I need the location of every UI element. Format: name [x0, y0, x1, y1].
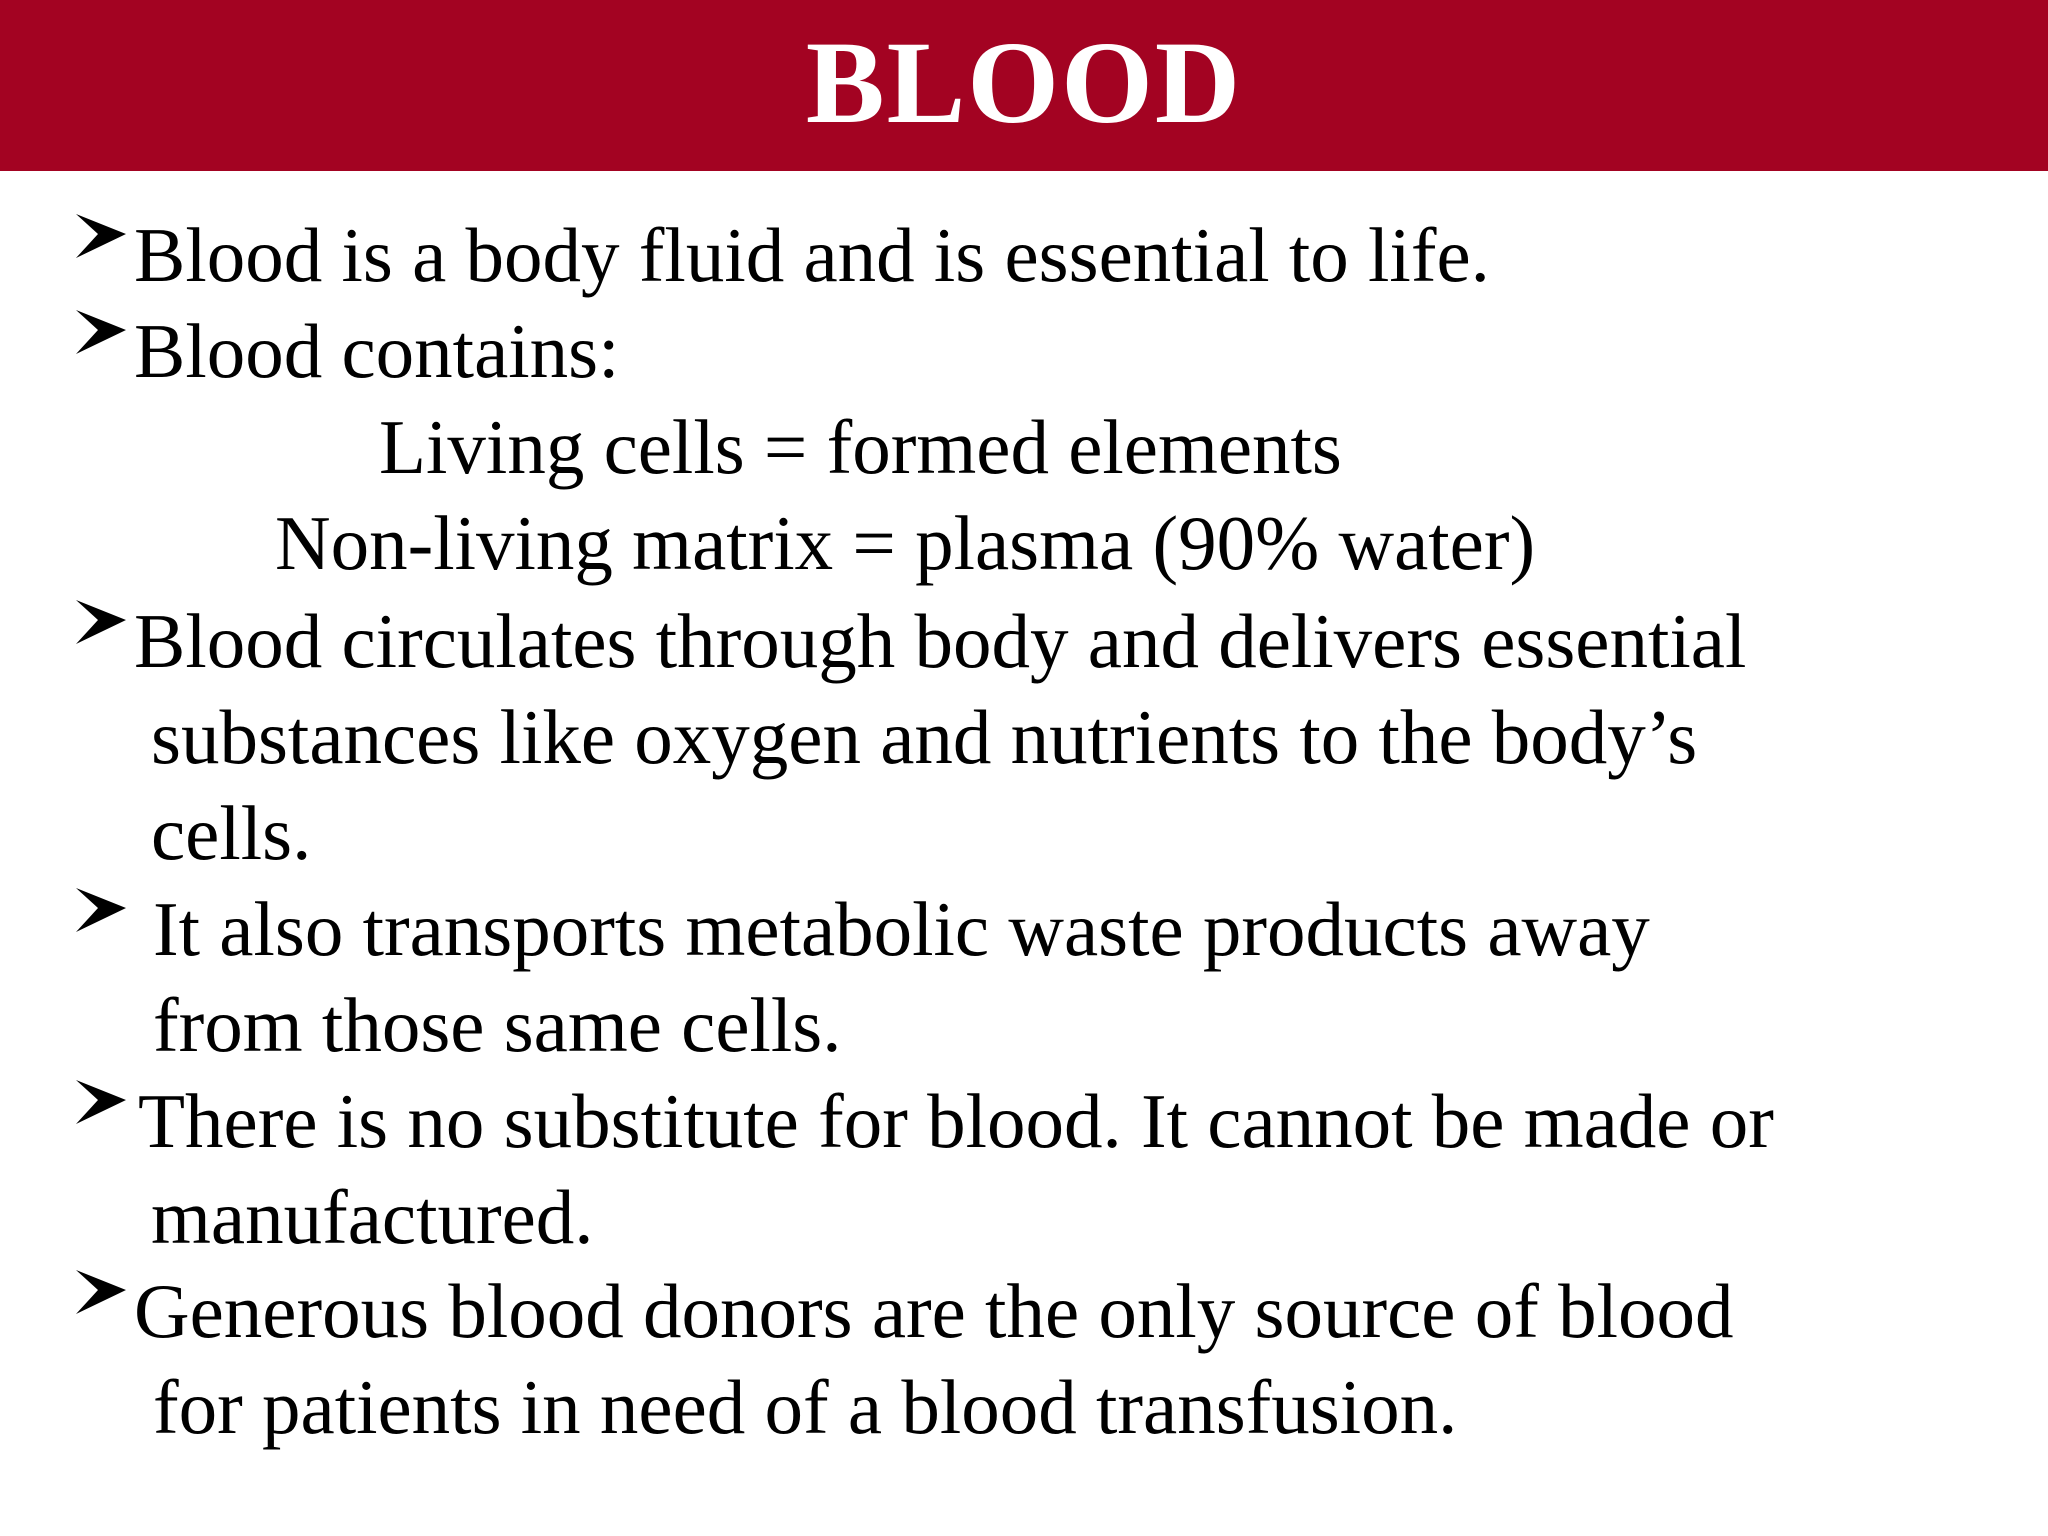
- title-bar: [0, 0, 2048, 171]
- sub-item-plasma: Non-living matrix = plasma (90% water): [275, 500, 1536, 586]
- bullet-3-line-2: substances like oxygen and nutrients to the body’s: [151, 694, 1698, 780]
- bullet-6-line-2: for patients in need of a blood transfusion.: [153, 1364, 1458, 1450]
- bullet-6-line-1: Generous blood donors are the only source of blood: [134, 1268, 1734, 1354]
- arrowhead-bullet-icon: [76, 212, 126, 262]
- bullet-5-line-2: manufactured.: [151, 1174, 594, 1260]
- slide-title: BLOOD: [805, 16, 1243, 148]
- arrowhead-bullet-icon: [76, 598, 126, 648]
- arrowhead-bullet-icon: [76, 1268, 126, 1318]
- arrowhead-bullet-icon: [76, 1078, 126, 1128]
- bullet-3-line-1: Blood circulates through body and delivers essential: [134, 598, 1747, 684]
- bullet-2-line-1: Blood contains:: [134, 308, 620, 394]
- sub-item-formed-elements: Living cells = formed elements: [379, 404, 1342, 490]
- bullet-4-line-1: It also transports metabolic waste products away: [153, 886, 1650, 972]
- bullet-5-line-1: There is no substitute for blood. It cannot be made or: [138, 1078, 1774, 1164]
- bullet-1-line-1: Blood is a body fluid and is essential to life.: [134, 212, 1490, 298]
- arrowhead-bullet-icon: [76, 308, 126, 358]
- arrowhead-bullet-icon: [76, 886, 126, 936]
- bullet-4-line-2: from those same cells.: [153, 982, 842, 1068]
- bullet-3-line-3: cells.: [151, 790, 312, 876]
